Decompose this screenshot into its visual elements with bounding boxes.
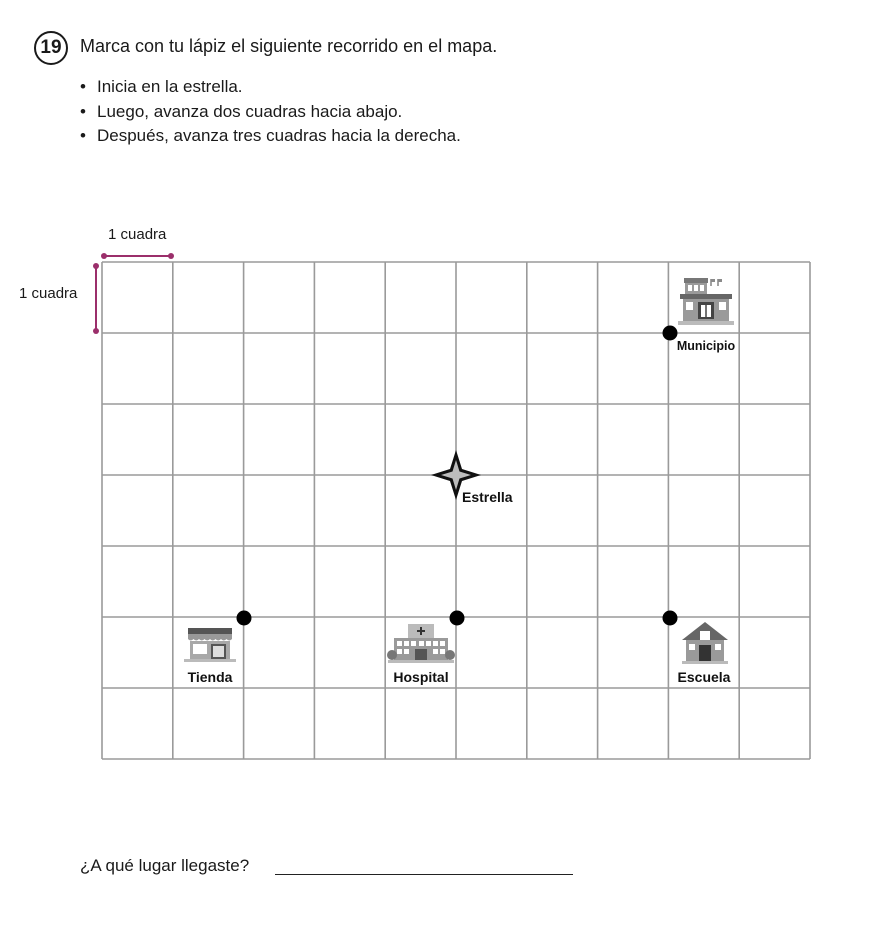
question-number: 19 [34,31,68,65]
escuela-icon [682,622,728,664]
municipio-label: Municipio [676,339,736,353]
scale-bar-vertical [93,263,99,334]
bullet-icon: • [80,126,86,145]
question-prompt: Marca con tu lápiz el siguiente recorrido en el mapa. [80,36,498,56]
answer-question: ¿A qué lugar llegaste? [80,856,250,875]
step-text: Después, avanza tres cuadras hacia la derecha. [97,126,461,145]
scale-horizontal-label: 1 cuadra [108,226,167,243]
tienda-label: Tienda [187,669,233,685]
scale-vertical-label: 1 cuadra [19,285,78,302]
municipio-icon [678,278,734,325]
hospital-point [450,611,465,626]
tienda-icon [184,628,236,662]
step-text: Inicia en la estrella. [97,77,243,96]
escuela-point [663,611,678,626]
bullet-icon: • [80,77,86,96]
bullet-icon: • [80,101,86,121]
scale-bar-horizontal [101,253,174,259]
municipio-point [663,326,678,341]
hospital-icon [387,624,455,663]
step-text: Luego, avanza dos cuadras hacia abajo. [97,101,403,121]
escuela-label: Escuela [677,669,731,685]
tienda-point [237,611,252,626]
answer-line[interactable] [275,874,573,875]
estrella-label: Estrella [462,489,513,505]
hospital-label: Hospital [393,669,449,685]
